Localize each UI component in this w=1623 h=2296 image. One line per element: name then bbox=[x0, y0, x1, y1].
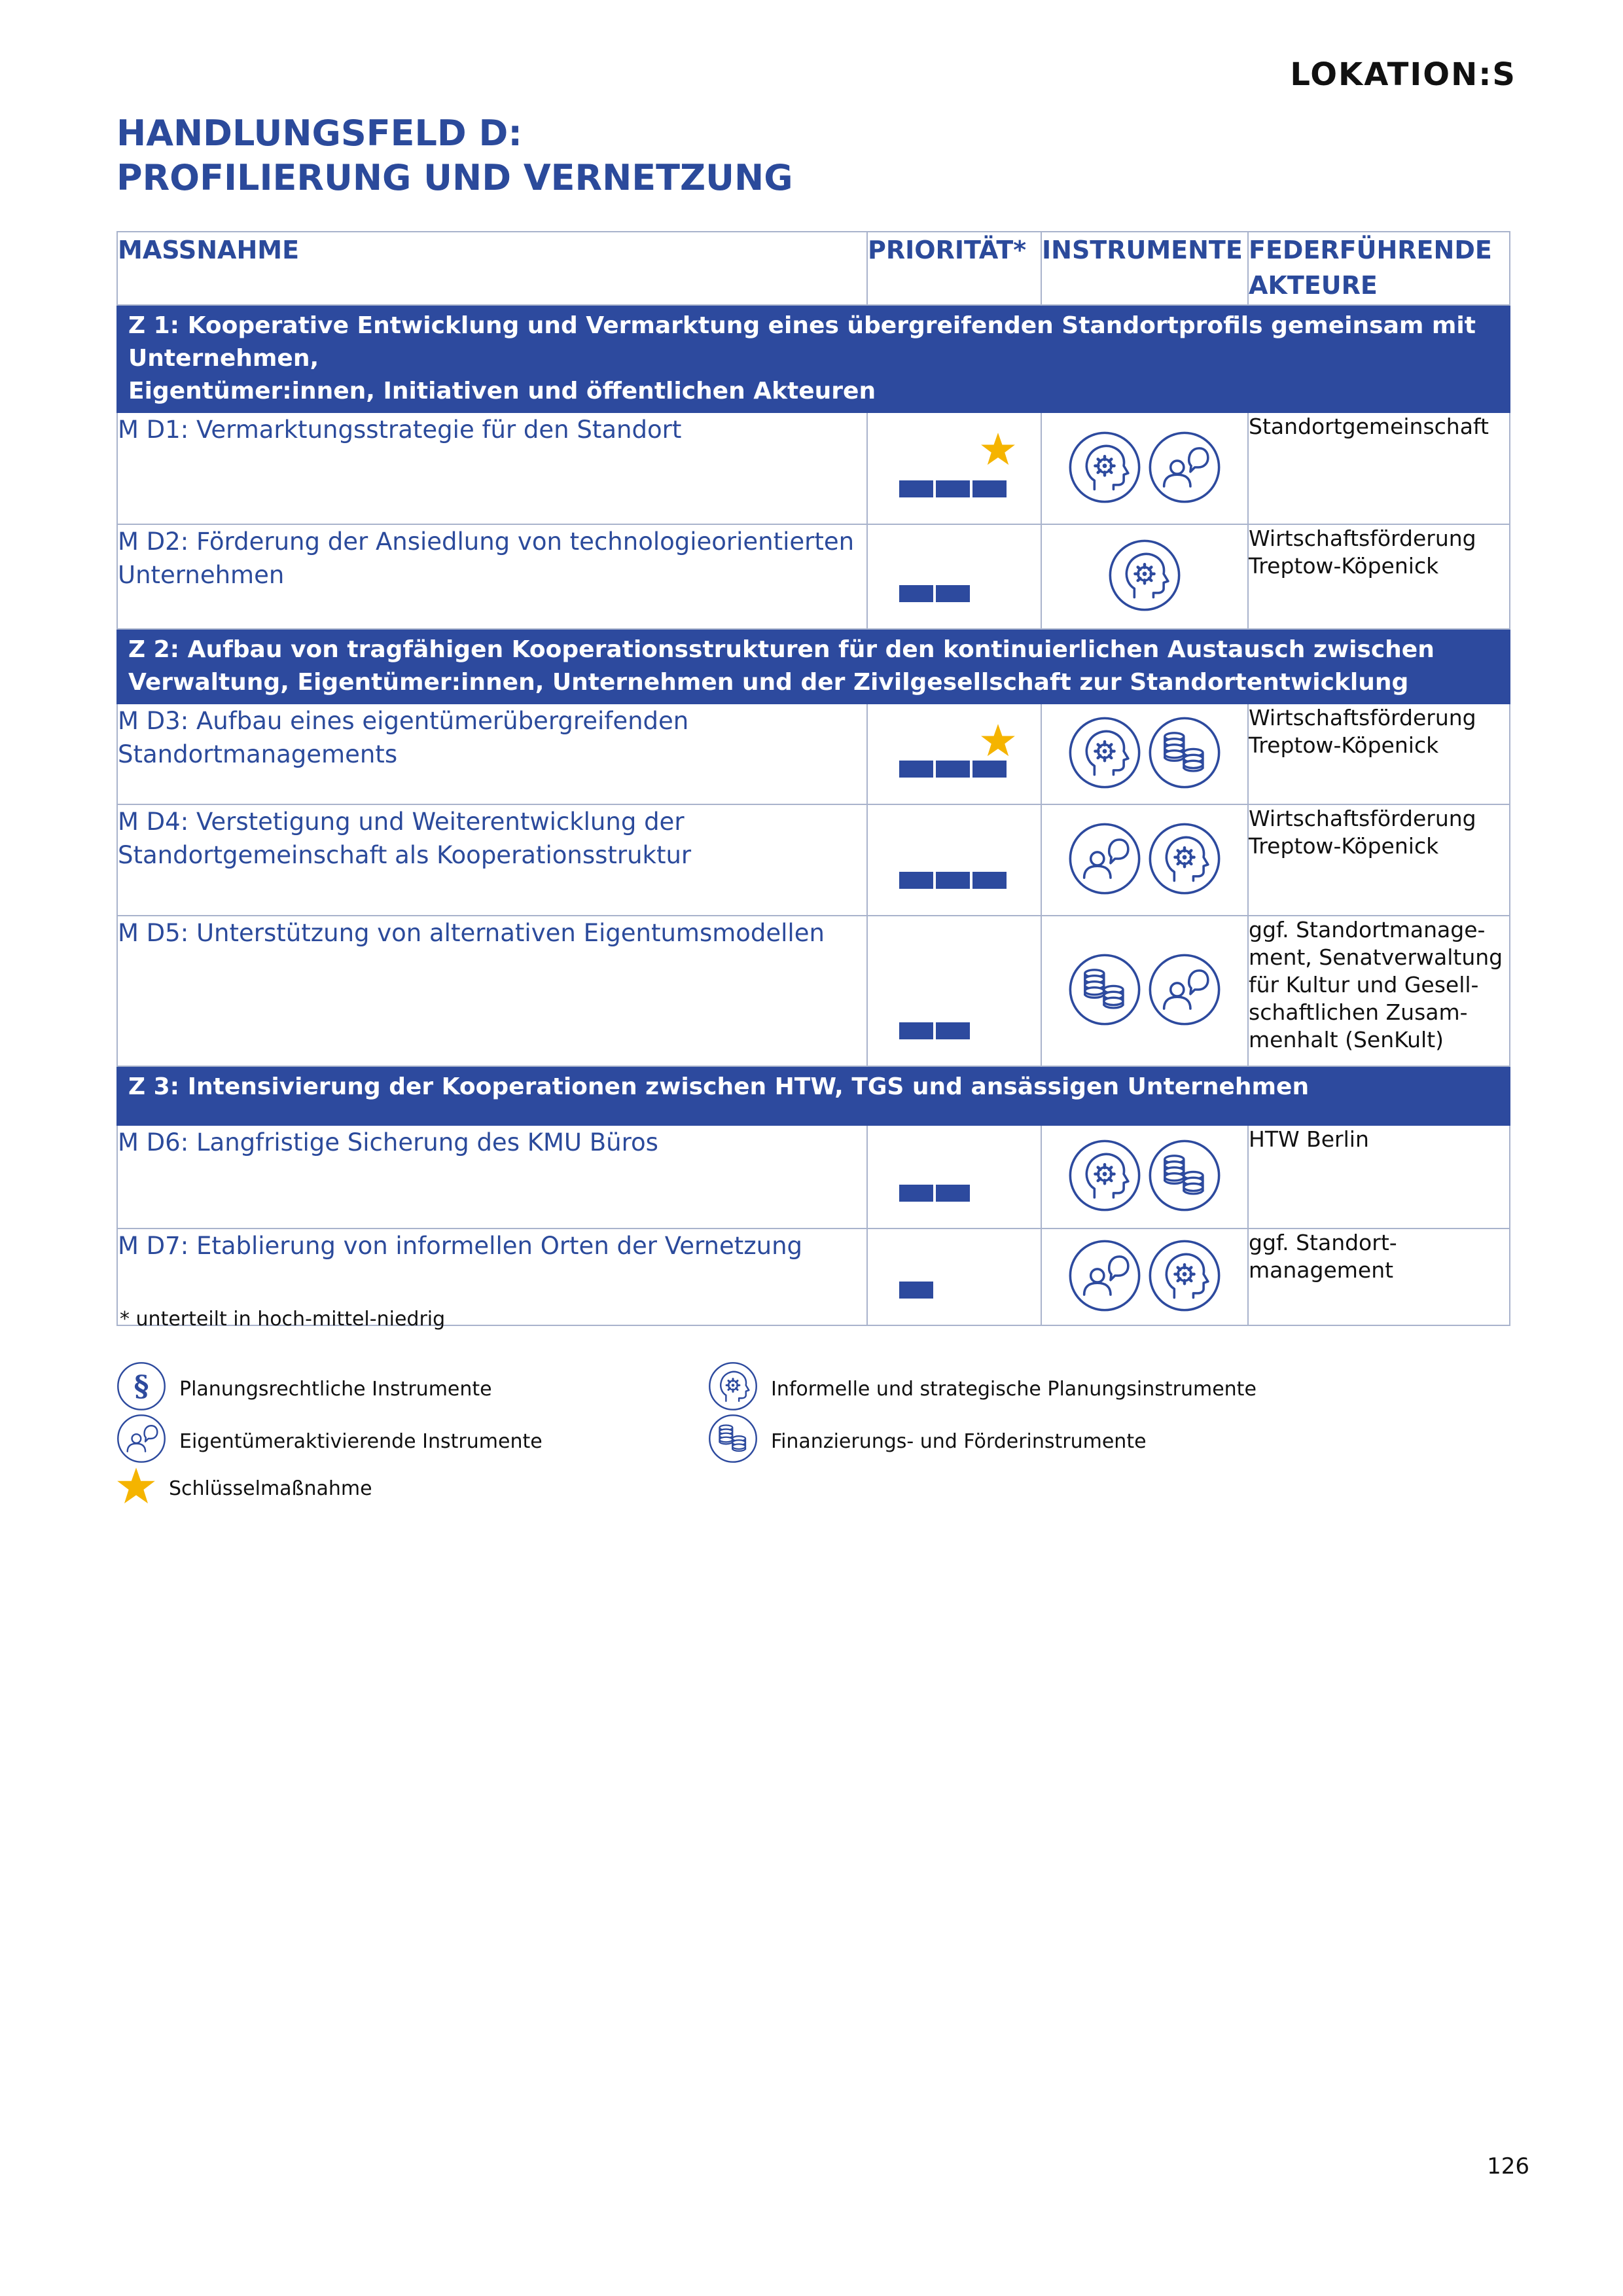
priority-bar bbox=[899, 480, 933, 497]
measure-text: M D4: Verstetigung und Weiterentwicklung der bbox=[118, 808, 685, 836]
priority-bars bbox=[899, 1282, 933, 1299]
coins-icon bbox=[1148, 716, 1221, 792]
measure-text: Standortmanagements bbox=[118, 740, 398, 768]
priority-bar bbox=[899, 1185, 933, 1202]
actor-text: ggf. Standortmanage- bbox=[1249, 917, 1486, 942]
priority-bar bbox=[936, 585, 970, 602]
actor-cell bbox=[1248, 1125, 1510, 1229]
priority-bar bbox=[899, 761, 933, 778]
instrument-icons bbox=[1042, 716, 1247, 792]
priority-bar bbox=[899, 872, 933, 889]
priority-footnote: * unterteilt in hoch-mittel-niedrig bbox=[120, 1308, 446, 1331]
priority-cell bbox=[867, 804, 1041, 916]
actor-text: Wirtschaftsförderung bbox=[1249, 705, 1476, 730]
goal-text: Verwaltung, Eigentümer:innen, Unternehmen und der Zivilgesellschaft zur Standortentwicklung bbox=[128, 669, 1409, 696]
measure-cell bbox=[117, 704, 867, 804]
measure-text: M D7: Etablierung von informellen Orten der Vernetzung bbox=[118, 1232, 803, 1260]
priority-bar bbox=[972, 761, 1007, 778]
measure-text: M D1: Vermarktungsstrategie für den Standort bbox=[118, 416, 682, 444]
people-speech-icon bbox=[1068, 1239, 1141, 1315]
priority-bars bbox=[899, 480, 1007, 497]
actor-text: HTW Berlin bbox=[1249, 1126, 1369, 1152]
goal-text: Eigentümer:innen, Initiativen und öffentlichen Akteuren bbox=[128, 378, 876, 404]
measure-text: Standortgemeinschaft als Kooperationsstruktur bbox=[118, 841, 692, 869]
actor-text: ment, Senatverwaltung bbox=[1249, 944, 1503, 970]
legend-financing-label: Finanzierungs- und Förderinstrumente bbox=[771, 1429, 1147, 1453]
head-gear-icon bbox=[1148, 1239, 1221, 1315]
actor-cell bbox=[1248, 524, 1510, 629]
legend-key-measure-label: Schlüsselmaßnahme bbox=[169, 1477, 372, 1500]
priority-cell bbox=[867, 1125, 1041, 1229]
goal-row bbox=[117, 1066, 1510, 1125]
priority-bar bbox=[972, 480, 1007, 497]
instrument-icons bbox=[1042, 953, 1247, 1029]
table-row bbox=[117, 704, 1510, 804]
instruments-cell bbox=[1041, 804, 1248, 916]
measure-cell bbox=[117, 1125, 867, 1229]
header-massnahme: MASSNAHME bbox=[117, 232, 867, 305]
measure-cell bbox=[117, 804, 867, 916]
legend-owner-activating bbox=[116, 1414, 543, 1469]
priority-bars bbox=[899, 585, 970, 602]
priority-cell bbox=[867, 1229, 1041, 1325]
priority-bar bbox=[936, 1022, 970, 1039]
measure-text: M D5: Unterstützung von alternativen Eigentumsmodellen bbox=[118, 919, 825, 947]
instrument-icons bbox=[1042, 1139, 1247, 1215]
measure-text: M D2: Förderung der Ansiedlung von technologieorientierten bbox=[118, 528, 855, 556]
goal-text: Z 2: Aufbau von tragfähigen Kooperationsstrukturen für den kontinuierlichen Austausch zwischen bbox=[128, 636, 1435, 663]
actor-cell bbox=[1248, 1229, 1510, 1325]
table-row bbox=[117, 524, 1510, 629]
priority-bar bbox=[936, 1185, 970, 1202]
instrument-icons bbox=[1042, 431, 1247, 507]
actor-cell bbox=[1248, 704, 1510, 804]
measure-cell bbox=[117, 524, 867, 629]
priority-cell bbox=[867, 412, 1041, 524]
legend-key-measure bbox=[116, 1466, 372, 1511]
coins-icon bbox=[1068, 953, 1141, 1029]
head-gear-icon bbox=[1148, 822, 1221, 898]
page-number: 126 bbox=[1487, 2153, 1529, 2179]
priority-bar bbox=[936, 480, 970, 497]
people-speech-icon bbox=[1068, 822, 1141, 898]
table-row bbox=[117, 1125, 1510, 1229]
goal-cell bbox=[117, 305, 1510, 412]
title-line-1: HANDLUNGSFELD D: bbox=[116, 113, 522, 154]
goal-cell bbox=[117, 629, 1510, 704]
goal-row bbox=[117, 629, 1510, 704]
legend-planning-law bbox=[116, 1361, 492, 1416]
measure-cell bbox=[117, 916, 867, 1066]
measures-table bbox=[116, 231, 1510, 1326]
priority-bar bbox=[899, 585, 933, 602]
instruments-cell bbox=[1041, 412, 1248, 524]
instruments-cell bbox=[1041, 1125, 1248, 1229]
table-row bbox=[117, 412, 1510, 524]
header-akteure-line-2: AKTEURE bbox=[1249, 271, 1378, 300]
goal-cell bbox=[117, 1066, 1510, 1125]
svg-text:§: § bbox=[134, 1370, 149, 1404]
priority-cell bbox=[867, 524, 1041, 629]
instrument-icons bbox=[1042, 539, 1247, 615]
paragraph-icon bbox=[116, 1361, 166, 1416]
legend-financing bbox=[708, 1414, 1147, 1469]
actor-text: Treptow-Köpenick bbox=[1249, 833, 1439, 859]
actor-text: Treptow-Köpenick bbox=[1249, 553, 1439, 579]
star-icon bbox=[980, 431, 1016, 469]
priority-bars bbox=[899, 761, 1007, 778]
page-title bbox=[116, 111, 793, 200]
table-row bbox=[117, 804, 1510, 916]
instrument-icons bbox=[1042, 822, 1247, 898]
actor-text: für Kultur und Gesell- bbox=[1249, 972, 1479, 997]
instruments-cell bbox=[1041, 916, 1248, 1066]
star-icon bbox=[116, 1466, 156, 1511]
legend-informal bbox=[708, 1361, 1257, 1416]
table-row bbox=[117, 916, 1510, 1066]
priority-bars bbox=[899, 872, 1007, 889]
head-gear-icon bbox=[1068, 1139, 1141, 1215]
goal-text: Z 3: Intensivierung der Kooperationen zwischen HTW, TGS und ansässigen Unternehmen bbox=[128, 1073, 1310, 1100]
measure-text: M D6: Langfristige Sicherung des KMU Büros bbox=[118, 1128, 658, 1157]
table-header-row bbox=[117, 232, 1510, 305]
header-akteure bbox=[1248, 232, 1510, 305]
instruments-cell bbox=[1041, 704, 1248, 804]
goal-text: Z 1: Kooperative Entwicklung und Vermarktung eines übergreifenden Standortprofils gemeinsam mit Unternehmen, bbox=[128, 312, 1476, 372]
actor-text: Treptow-Köpenick bbox=[1249, 732, 1439, 758]
actor-text: schaftlichen Zusam- bbox=[1249, 999, 1468, 1025]
actor-text: menhalt (SenKult) bbox=[1249, 1027, 1444, 1052]
actor-text: management bbox=[1249, 1257, 1394, 1283]
priority-bar bbox=[899, 1022, 933, 1039]
head-gear-icon bbox=[1108, 539, 1181, 615]
header-prioritaet: PRIORITÄT* bbox=[867, 232, 1041, 305]
actor-text: Wirtschaftsförderung bbox=[1249, 806, 1476, 831]
priority-cell bbox=[867, 704, 1041, 804]
actor-cell bbox=[1248, 804, 1510, 916]
priority-bars bbox=[899, 1022, 970, 1039]
title-line-2: PROFILIERUNG UND VERNETZUNG bbox=[116, 157, 793, 198]
head-gear-icon bbox=[708, 1361, 758, 1416]
priority-bar bbox=[936, 872, 970, 889]
coins-icon bbox=[1148, 1139, 1221, 1215]
people-speech-icon bbox=[116, 1414, 166, 1469]
instruments-cell bbox=[1041, 524, 1248, 629]
priority-bars bbox=[899, 1185, 970, 1202]
priority-bar bbox=[899, 1282, 933, 1299]
instruments-cell bbox=[1041, 1229, 1248, 1325]
legend-owner-activating-label: Eigentümeraktivierende Instrumente bbox=[179, 1429, 543, 1453]
measure-cell bbox=[117, 412, 867, 524]
instrument-icons bbox=[1042, 1239, 1247, 1315]
header-instrumente: INSTRUMENTE bbox=[1041, 232, 1248, 305]
header-akteure-line-1: FEDERFÜHRENDE bbox=[1249, 236, 1492, 264]
actor-cell bbox=[1248, 916, 1510, 1066]
brand-logo: LOKATION:S bbox=[1290, 56, 1516, 93]
actor-text: Wirtschaftsförderung bbox=[1249, 526, 1476, 551]
coins-icon bbox=[708, 1414, 758, 1469]
legend-planning-law-label: Planungsrechtliche Instrumente bbox=[179, 1377, 492, 1401]
goal-row bbox=[117, 305, 1510, 412]
priority-bar bbox=[972, 872, 1007, 889]
star-icon bbox=[980, 723, 1016, 761]
actor-text: ggf. Standort- bbox=[1249, 1230, 1397, 1255]
head-gear-icon bbox=[1068, 716, 1141, 792]
head-gear-icon bbox=[1068, 431, 1141, 507]
actor-text: Standortgemeinschaft bbox=[1249, 414, 1489, 439]
measure-text: M D3: Aufbau eines eigentümerübergreifenden bbox=[118, 707, 689, 735]
priority-cell bbox=[867, 916, 1041, 1066]
people-speech-icon bbox=[1148, 953, 1221, 1029]
priority-bar bbox=[936, 761, 970, 778]
legend-informal-label: Informelle und strategische Planungsinstrumente bbox=[771, 1377, 1257, 1401]
people-speech-icon bbox=[1148, 431, 1221, 507]
measure-text: Unternehmen bbox=[118, 561, 285, 589]
actor-cell bbox=[1248, 412, 1510, 524]
